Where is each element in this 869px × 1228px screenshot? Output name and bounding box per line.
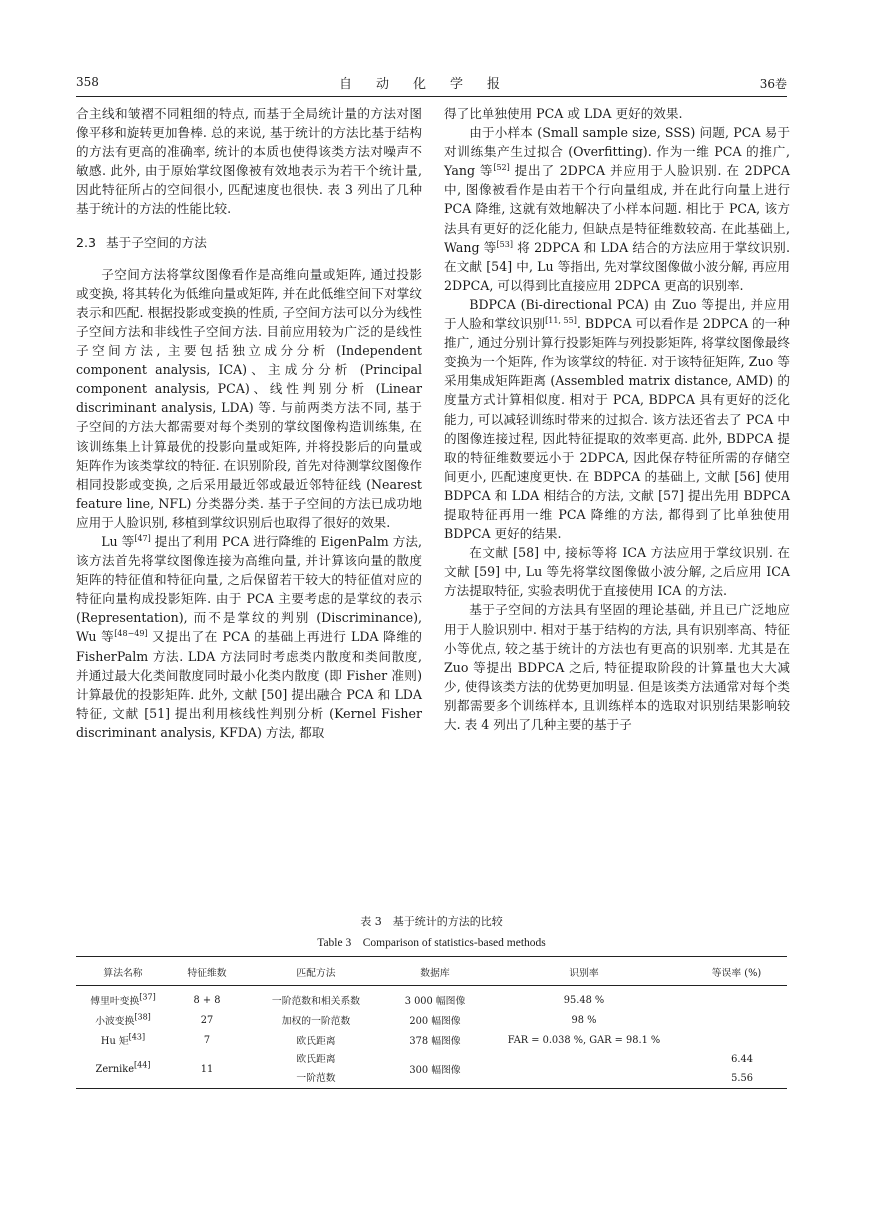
cell-eer [686,986,787,1011]
page-number: 358 [76,75,99,89]
page-header [76,73,787,95]
paragraph [444,295,790,543]
cell-eer [686,1010,787,1030]
table-caption-zh: 表 3 基于统计的方法的比较 [360,915,503,928]
text-run: 提出了利用 PCA 进行降维的 EigenPalm 方法, 该方法首先将掌纹图像连接为高维向量, 并计算该向量的散度矩阵的特征值和特征向量, 之后保留若干较大的特征值对应的特征向量构成投影矩阵. 由于 PCA 主要考虑的是掌纹的表示 (Representation), 而不是掌纹的判别 (Discriminance), Wu 等 [76,533,422,645]
cell-name: Zernike[44] [76,1050,170,1089]
text-run: 由于小样本 (Small sample size, SSS) 问题, PCA 易于对训练集产生过拟合 (Overfitting). 作为一维 PCA 的推广, Yang 等 [444,125,790,179]
eer-value: 5.56 [731,1073,753,1084]
column-header: 特征维数 [170,957,244,986]
volume-label: 36卷 [759,77,787,91]
section-title: 基于子空间的方法 [106,234,207,250]
text-run: 提出了 2DPCA 并应用于人脸识别. 在 2DPCA 中, 图像被看作是由若干个行向量组成, 并在此行向量上进行 PCA 降维, 这就有效地解决了小样本问题. 相比于 PCA, 该方法具有更好的泛化能力, 但缺点是特征维数较高. 在此基础上, Wang 等 [444,163,790,255]
text-run: BDPCA (Bi-directional PCA) 由 Zuo 等提出, 并应用于人脸和掌纹识别 [444,296,790,332]
paragraph: 基于子空间的方法具有坚固的理论基础, 并且已广泛地应用于人脸识别中. 相对于基于结构的方法, 具有识别率高、特征小等优点, 较之基于统计的方法也有更高的识别率. 尤其是在 Zuo 等提出 BDPCA 之后, 特征提取阶段的计算量也大大减少, 使得该类方法的优势更加明显. 但是该类方法通常对每个类别都需要多个训练样本, 且训练样本的选取对识别结果影响较大. 表 4 列出了几种主要的基于子 [444,602,790,732]
match-method: 一阶范数 [296,1073,336,1084]
paragraph [444,123,790,295]
match-method: 欧氏距离 [296,1054,336,1065]
cell-dims: 27 [200,1014,214,1026]
paragraph: 子空间方法将掌纹图像看作是高维向量或矩阵, 通过投影或变换, 将其转化为低维向量或矩阵, 并在此低维空间下对掌纹表示和匹配. 根据投影或变换的性质, 子空间方法可以分为线性子空间方法和非线性子空间方法. 目前应用较为广泛的是线性子空间方法, 主要包括独立成分分析 (Independent component analysis, ICA)、主成分分析 (Principal component analysis, PCA)、线性判别分析 (Linear discriminant analysis, LDA) 等. 与前两类方法不同, 基于子空间的方法大都需要对每个类别的掌纹图像构造训练集, 在该训练集上计算最优的投影向量或矩阵, 并将投影后的向量或矩阵作为该类掌纹的特征. 在识别阶段, 首先对待测掌纹图像作相同投影或变换, 之后采用最近邻或最近邻特征线 (Nearest feature line, NFL) 分类器分类. 基于子空间的方法已成功地应用于人脸识别, 移植到掌纹识别后也取得了很好的效果. [76,266,422,530]
cell-match: 加权的一阶范数 [281,1016,351,1027]
citation: [11, 55] [545,315,577,325]
section-number: 2.3 [76,234,97,250]
citation: [47] [134,533,151,543]
citation: [43] [128,1032,146,1042]
comparison-table [76,956,787,1089]
column-header: 数据库 [388,957,482,986]
cell-rate: FAR = 0.038 %, GAR = 98.1 % [507,1034,661,1046]
citation: [52] [493,163,510,173]
cell-name: 傅里叶变换[37] [90,992,156,1007]
cell-eer [686,1050,787,1089]
citation: [38] [134,1012,151,1022]
column-header: 算法名称 [76,957,170,986]
column-header: 识别率 [482,957,686,986]
cell-db: 3 000 幅图像 [404,996,466,1007]
cell-dims: 8 + 8 [193,994,221,1006]
paragraph [76,532,422,742]
cell-match [244,1050,388,1089]
text-run: Lu 等 [101,533,135,549]
cell-eer [686,1030,787,1050]
citation: [53] [496,239,513,249]
paragraph: 在文献 [58] 中, 接标等将 ICA 方法应用于掌纹识别. 在文献 [59] 中, Lu 等先将掌纹图像做小波分解, 之后应用 ICA 方法提取特征, 实验表明优于直接使用 ICA 的方法. [444,545,790,599]
header-rule [76,96,787,97]
cell-db: 378 幅图像 [409,1036,461,1047]
table-row [76,986,787,1011]
cell-name: Hu 矩[43] [100,1032,146,1047]
citation: [37] [139,992,156,1002]
table-row [76,1050,787,1089]
text-run: . BDPCA 可以看作是 2DPCA 的一种推广, 通过分别计算行投影矩阵与列投影矩阵, 将掌纹图像最终变换为一个矩阵, 作为该掌纹的特征. 对于该特征矩阵, Zuo 等采用集成矩阵距离 (Assembled matrix distance, AMD) 的度量方式计算相似度. 相对于 PCA, BDPCA 具有更好的泛化能力, 可以减轻训练时带来的过拟合. 该方法还省去了 PCA 中的图像连接过程, 因此特征提取的效率更高. 此外, BDPCA 提取的特征维数要远小于 2DPCA, 因此保存特征所需的存储空间更小, 匹配速度更快. 在 BDPCA 的基础上, 文献 [56] 使用 BDPCA 和 LDA 相结合的方法, 文献 [57] 提出先用 BDPCA 提取特征再用一维 PCA 降维的方法, 都得到了比单独使用 BDPCA 更好的结果. [444,316,791,542]
text-run: 将 2DPCA 和 LDA 结合的方法应用于掌纹识别. 在文献 [54] 中, Lu 等指出, 先对掌纹图像做小波分解, 再应用 2DPCA, 可以得到比直接应用 2DPCA 更高的识别率. [444,239,790,293]
cell-db: 300 幅图像 [388,1050,482,1089]
cell-match: 一阶范数和相关系数 [271,996,361,1007]
table-caption-en: Table 3 Comparison of statistics-based methods [317,937,546,949]
cell-rate: 98 % [571,1014,597,1026]
column-header: 等误率 (%) [686,957,787,986]
left-column [76,104,422,742]
column-header: 匹配方法 [244,957,388,986]
table-header-row [76,957,787,986]
cell-match: 欧氏距离 [296,1036,336,1047]
text-run: 又提出了在 PCA 的基础上再进行 LDA 降维的 FisherPalm 方法. LDA 方法同时考虑类内散度和类间散度, 并通过最大化类间散度同时最小化类内散度 (即 Fisher 准则) 计算最优的投影矩阵. 此外, 文献 [50] 提出融合 PCA 和 LDA 特征, 文献 [51] 提出利用核线性判别分析 (Kernel Fisher discriminant analysis, KFDA) 方法, 都取 [76,629,422,740]
section-heading [76,233,422,252]
cell-name: 小波变换[38] [95,1012,151,1027]
table-row [76,1030,787,1050]
right-column [444,104,790,734]
eer-value: 6.44 [731,1054,753,1065]
citation: [48−49] [114,629,148,639]
cell-rate [482,1050,686,1089]
paragraph: 合主线和皱褶不同粗细的特点, 而基于全局统计量的方法对图像平移和旋转更加鲁棒. 总的来说, 基于统计的方法比基于结构的方法有更高的准确率, 统计的本质也使得该类方法对噪声不敏感. 此外, 由于原始掌纹图像被有效地表示为若干个统计量, 因此特征所占的空间很小, 匹配速度也很快. 表 3 列出了几种基于统计的方法的性能比较. [76,106,422,217]
table-row [76,1010,787,1030]
cell-dims: 11 [170,1050,244,1089]
cell-rate: 95.48 % [563,994,605,1006]
paragraph: 得了比单独使用 PCA 或 LDA 更好的效果. [444,106,683,121]
cell-dims: 7 [203,1034,211,1046]
journal-title: 自动化学报 [338,77,524,92]
citation: [44] [134,1060,151,1070]
cell-db: 200 幅图像 [409,1016,461,1027]
